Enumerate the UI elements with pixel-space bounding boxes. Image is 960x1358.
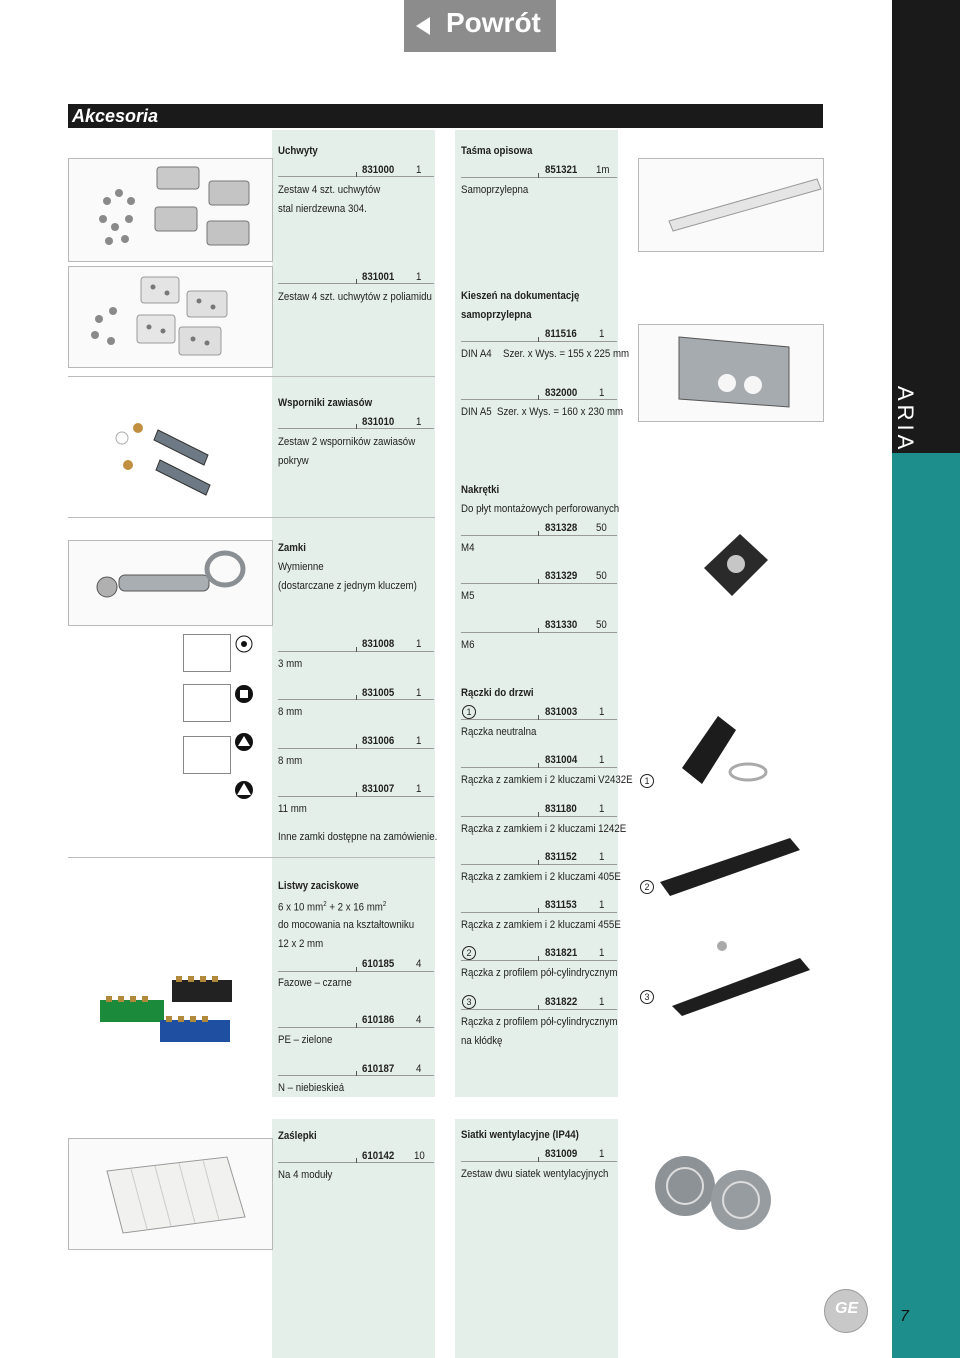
code: 831330 [545,619,578,631]
rule [461,341,617,342]
rule [461,535,617,536]
rule [461,767,617,768]
kieszen-photo [638,324,824,422]
row-marker: 2 [462,946,476,960]
qty: 1 [416,735,422,747]
size: M4 [461,542,475,554]
size: 11 mm [278,803,307,815]
tick [356,279,357,284]
square-lock-icon [234,684,254,704]
code: 811516 [545,328,577,340]
listwy-photo [92,970,242,1050]
tick [538,908,539,913]
raczka-3-photo [660,936,820,1016]
triangle-11mm-lock-icon [234,780,254,800]
back-arrow-icon [416,17,430,35]
terminal-block-icon [92,970,242,1050]
qty: 1 [599,387,605,399]
tick [356,967,357,972]
handle-marker-3: 3 [640,990,654,1004]
desc: Wymienne [278,561,324,573]
code: 831001 [362,271,395,283]
nakretki-photo [690,522,780,612]
cage-nut-icon [690,522,780,612]
tick [538,173,539,178]
qty: 4 [416,1063,422,1075]
qty: 4 [416,958,422,970]
rule [461,864,617,865]
tick [538,531,539,536]
wsporniki-title: Wsporniki zawiasów [278,397,373,409]
desc: Zestaw dwu siatek wentylacyjnych [461,1168,609,1180]
triangle-8mm-lock-icon [234,732,254,752]
dimension: Szer. x Wys. = 160 x 230 mm [497,406,624,418]
size: 8 mm [278,706,303,718]
tasma-title: Taśma opisowa [461,145,533,157]
qty: 50 [596,522,607,534]
code: 831006 [362,735,395,747]
tick [538,628,539,633]
desc: Zestaw 4 szt. uchwytów z poliamidu [278,291,432,303]
zamki-photo [68,540,273,626]
desc: Rączka z zamkiem i 2 kluczami 405E [461,871,621,883]
qty: 1 [599,996,605,1008]
rule [461,960,617,961]
lock-schematic-3 [183,736,231,774]
kieszen-title: Kieszeń na dokumentację [461,290,580,302]
back-button-label: Powrót [446,7,541,38]
code: 831008 [362,638,395,650]
desc: Samoprzylepna [461,184,529,196]
desc: Rączka neutralna [461,726,537,738]
code: 831009 [545,1148,578,1160]
qty: 50 [596,619,607,631]
kieszen-title-2: samoprzylepna [461,309,532,321]
code: 832000 [545,387,578,399]
size: 3 mm [278,658,303,670]
code: 831822 [545,996,578,1008]
nakretki-title: Nakrętki [461,484,500,496]
rule [461,719,617,720]
desc: Na 4 moduły [278,1169,333,1181]
tick [538,956,539,961]
uchwyty-poliamid-photo [68,266,273,368]
tick [356,695,357,700]
qty: 1 [599,754,605,766]
wsporniki-photo [108,410,218,500]
qty: 1 [416,638,422,650]
tick [356,172,357,177]
document-pocket-icon [639,325,823,421]
desc: na kłódkę [461,1035,503,1047]
listwy-spec: 6 x 10 $mm^2 + 2$ x 16 $mm^2$ [278,901,387,914]
row-marker: 1 [462,705,476,719]
lock-handle-icon [650,822,810,902]
raczka-1-photo [672,708,782,796]
code: 831180 [545,803,577,815]
tick [538,860,539,865]
zamki-note: Inne zamki dostępne na zamówienie. [278,831,438,843]
code: 831329 [545,570,578,582]
side-label: ARIA [893,386,918,454]
handle-marker-2: 2 [640,880,654,894]
handle-marker-1: 1 [640,774,654,788]
desc: Rączka z zamkiem i 2 kluczami 1242E [461,823,627,835]
tick [356,1023,357,1028]
desc: Rączka z profilem pół-cylindrycznym [461,1016,618,1028]
listwy-title: Listwy zaciskowe [278,880,359,892]
qty: 1m [596,164,610,176]
tick [538,395,539,400]
code: 831010 [362,416,395,428]
code: 831153 [545,899,577,911]
desc: Rączka z zamkiem i 2 kluczami V2432E [461,774,633,786]
bracket-polyamide-icon [69,267,272,367]
qty: 1 [416,416,422,428]
desc: do mocowania na kształtowniku [278,919,415,931]
code: 610186 [362,1014,395,1026]
triangle-lock-icon [234,634,254,654]
rule [461,583,617,584]
qty: 1 [599,899,605,911]
desc: pokryw [278,455,309,467]
desc: stal nierdzewna 304. [278,203,367,215]
size: M6 [461,639,475,651]
code: 831004 [545,754,578,766]
raczki-title: Rączki do drzwi [461,687,534,699]
rule [461,1009,617,1010]
dimension: Szer. x Wys. = 155 x 225 mm [503,348,630,360]
siatki-title: Siatki wentylacyjne (IP44) [461,1129,579,1141]
desc: PE – zielone [278,1034,333,1046]
tick [356,1071,357,1076]
qty: 1 [599,803,605,815]
zaslepki-photo [68,1138,273,1250]
back-button[interactable] [404,0,556,52]
ge-logo: GE [824,1289,868,1333]
code: 831005 [362,687,395,699]
section-title: Akcesoria [72,106,159,126]
desc: 12 x 2 mm [278,938,324,950]
tick [356,1158,357,1163]
rule [461,1161,617,1162]
tick [356,792,357,797]
desc: Do płyt montażowych perforowanych [461,503,620,515]
rule [461,399,617,400]
siatki-photo [645,1148,785,1238]
desc: Fazowe – czarne [278,977,352,989]
qty: 10 [414,1150,425,1162]
desc: N – niebieskieá [278,1082,345,1094]
code: 831007 [362,783,395,795]
size: 8 mm [278,755,303,767]
blanking-plate-icon [69,1139,272,1249]
lock-schematic-1 [183,634,231,672]
section-header [68,104,823,128]
tick [538,715,539,720]
code: 610185 [362,958,395,970]
rule [461,632,617,633]
size: M5 [461,590,475,602]
white-band [60,1097,890,1119]
code: 851321 [545,164,578,176]
code: 831821 [545,947,578,959]
code: 610142 [362,1150,395,1162]
rule [461,816,617,817]
code: 831152 [545,851,577,863]
qty: 1 [416,783,422,795]
tick [538,812,539,817]
tick [538,337,539,342]
bracket-steel-icon [69,159,272,261]
row-marker: 3 [462,995,476,1009]
qty: 1 [599,706,605,718]
uchwyty-title: Uchwyty [278,145,318,157]
rule [461,177,617,178]
code: 610187 [362,1063,395,1075]
divider [68,857,435,858]
padlock-handle-icon [660,936,820,1016]
side-bar-teal [892,453,960,1358]
desc: Rączka z profilem pół-cylindrycznym [461,967,618,979]
zaslepki-title: Zaślepki [278,1130,317,1142]
qty: 1 [599,1148,605,1160]
zamki-title: Zamki [278,542,306,554]
qty: 1 [416,687,422,699]
qty: 1 [599,947,605,959]
tick [538,1157,539,1162]
divider [68,517,435,518]
vent-grille-icon [645,1148,785,1238]
tick [356,744,357,749]
format: DIN A5 [461,406,492,418]
code: 831000 [362,164,395,176]
tick [538,579,539,584]
desc: Zestaw 2 wsporników zawiasów [278,436,416,448]
uchwyty-photo [68,158,273,262]
neutral-handle-icon [672,708,782,796]
qty: 1 [599,851,605,863]
qty: 1 [599,328,605,340]
desc: (dostarczane z jednym kluczem) [278,580,417,592]
tasma-photo [638,158,824,252]
tick [538,763,539,768]
qty: 4 [416,1014,422,1026]
tick [356,647,357,652]
desc: Rączka z zamkiem i 2 kluczami 455E [461,919,621,931]
qty: 50 [596,570,607,582]
qty: 1 [416,271,422,283]
label-strip-icon [639,159,823,251]
tick [538,1005,539,1010]
format: DIN A4 [461,348,492,360]
tick [356,424,357,429]
code: 831003 [545,706,578,718]
lock-schematic-2 [183,684,231,722]
divider [68,376,435,377]
hinge-support-icon [108,410,218,500]
key-lock-icon [69,541,272,625]
desc: Zestaw 4 szt. uchwytów [278,184,381,196]
raczka-2-photo [650,822,810,902]
page-number: 7 [900,1308,909,1325]
rule [461,912,617,913]
code: 831328 [545,522,578,534]
qty: 1 [416,164,422,176]
